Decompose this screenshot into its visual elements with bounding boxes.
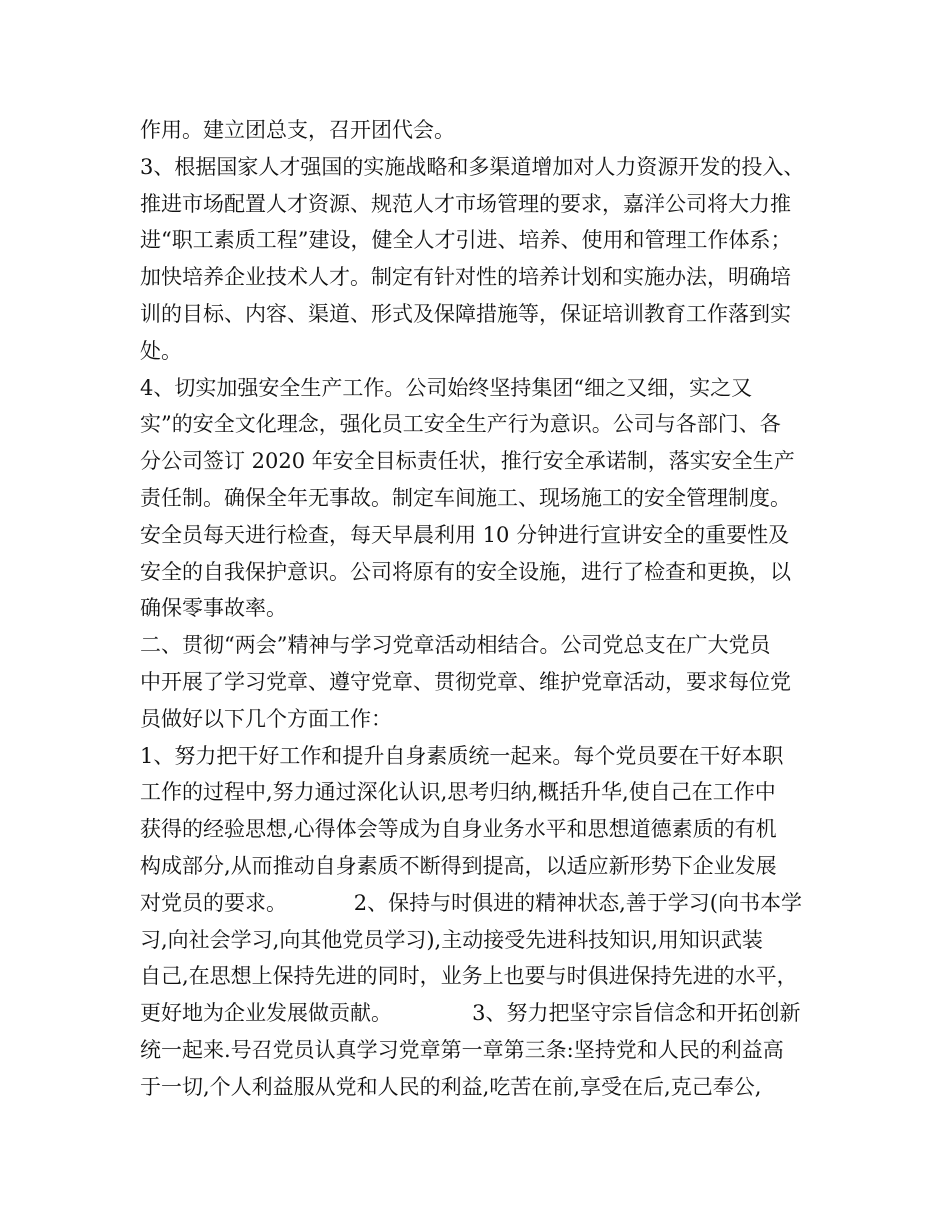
text-line: 进“职工素质工程”建设，健全人才引进、培养、使用和管理工作体系；	[140, 228, 792, 253]
text-line: 习,向社会学习,向其他党员学习),主动接受先进科技知识,用知识武装	[140, 927, 763, 952]
text-line: 于一切,个人利益服从党和人民的利益,吃苦在前,享受在后,克己奉公,	[140, 1074, 762, 1099]
text-line: 作用。建立团总支，召开团代会。	[140, 118, 455, 142]
text-line: 1、努力把干好工作和提升自身素质统一起来。每个党员要在干好本职	[140, 743, 784, 768]
text-line: 加快培养企业技术人才。制定有针对性的培养计划和实施办法，明确培	[140, 265, 791, 290]
text-line: 处。	[140, 338, 182, 363]
text-line: 工作的过程中,努力通过深化认识,思考归纳,概括升华,使自己在工作中	[140, 780, 776, 805]
text-line: 自己,在思想上保持先进的同时，业务上也要与时俱进保持先进的水平，	[140, 964, 798, 989]
text-line: 员做好以下几个方面工作：	[140, 706, 392, 731]
text-line: 二、贯彻“两会”精神与学习党章活动相结合。公司党总支在广大党员	[140, 633, 771, 658]
text-line: 确保零事故率。	[140, 596, 287, 621]
text-line: 3、根据国家人才强国的实施战略和多渠道增加对人力资源开发的投入、	[140, 154, 805, 179]
text-line: 更好地为企业发展做贡献。 3、努力把坚守宗旨信念和开拓创新	[140, 1001, 801, 1026]
text-line: 分公司签订 2020 年安全目标责任状，推行安全承诺制，落实安全生产	[140, 449, 795, 474]
text-line: 训的目标、内容、渠道、形式及保障措施等，保证培训教育工作落到实	[140, 301, 791, 326]
text-line: 安全的自我保护意识。公司将原有的安全设施，进行了检查和更换，以	[140, 559, 791, 584]
text-line: 4、切实加强安全生产工作。公司始终坚持集团“细之又细，实之又	[140, 375, 753, 400]
document-body	[140, 112, 830, 1106]
text-line: 构成部分,从而推动自身素质不断得到提高，以适应新形势下企业发展	[140, 853, 777, 878]
text-line: 安全员每天进行检查，每天早晨利用 10 分钟进行宣讲安全的重要性及	[140, 522, 790, 547]
text-line: 获得的经验思想,心得体会等成为自身业务水平和思想道德素质的有机	[140, 817, 777, 842]
text-line: 对党员的要求。 2、保持与时俱进的精神状态,善于学习(向书本学	[140, 890, 802, 915]
text-line: 中开展了学习党章、遵守党章、贯彻党章、维护党章活动，要求每位党	[140, 669, 791, 694]
text-line: 实”的安全文化理念，强化员工安全生产行为意识。公司与各部门、各	[140, 412, 781, 437]
text-line: 推进市场配置人才资源、规范人才市场管理的要求，嘉洋公司将大力推	[140, 191, 791, 216]
text-line: 责任制。确保全年无事故。制定车间施工、现场施工的安全管理制度。	[140, 485, 791, 510]
text-line: 统一起来.号召党员认真学习党章第一章第三条:坚持党和人民的利益高	[140, 1037, 784, 1062]
